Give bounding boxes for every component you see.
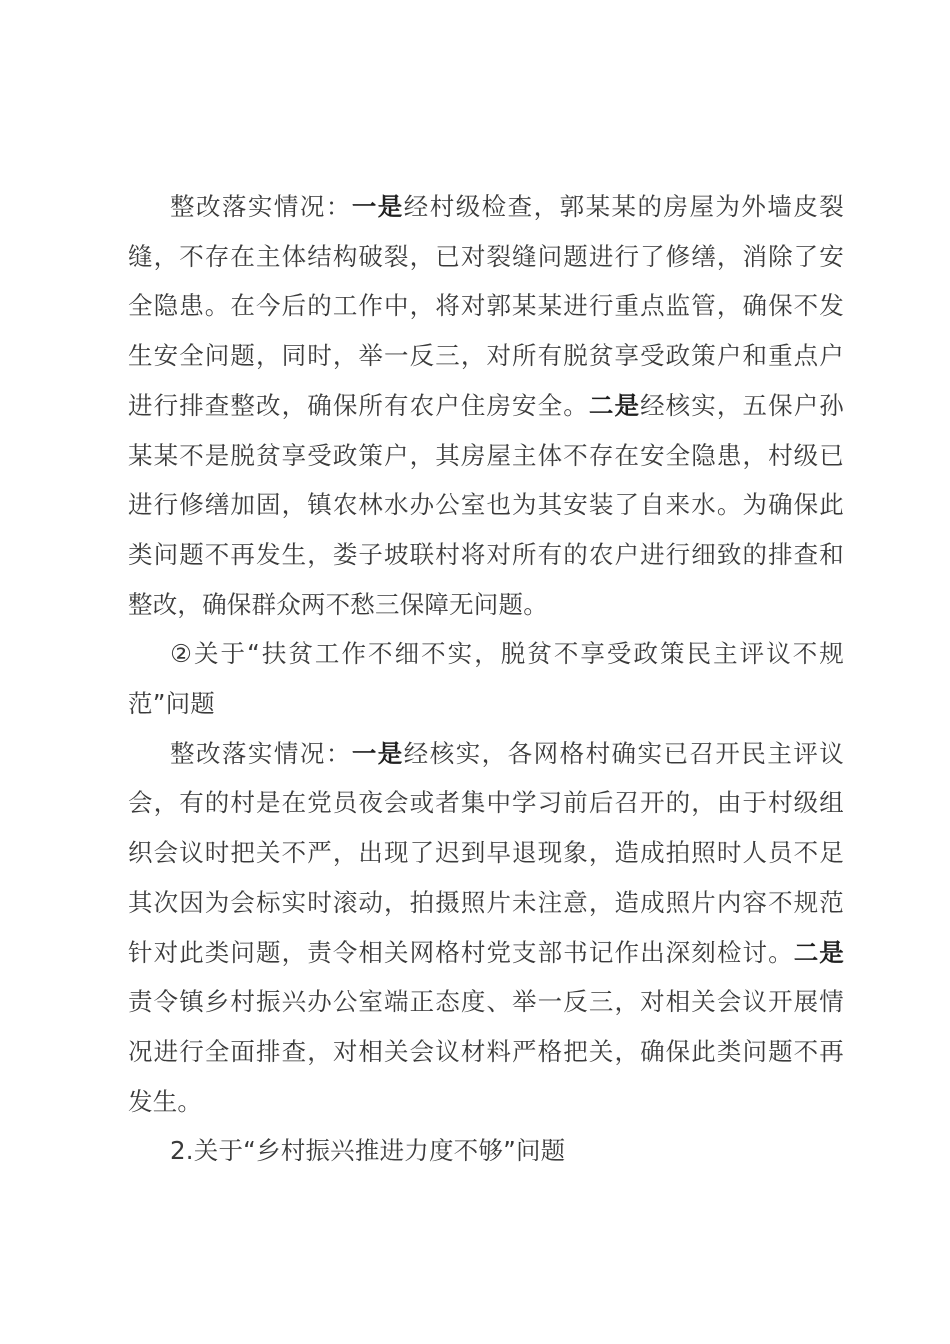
rectification-paragraph-1	[128, 182, 844, 629]
rectification-paragraph-2	[128, 729, 844, 1127]
emphasis-second: 二是	[793, 937, 844, 967]
emphasis-second: 二是	[588, 390, 641, 420]
heading-text: ②关于“扶贫工作不细不实，脱贫不享受政策民主评议不规范”问题	[128, 639, 844, 719]
emphasis-first: 一是	[351, 738, 404, 768]
emphasis-first: 一是	[351, 192, 404, 221]
body-text: 经村级检查，郭某某的房屋为外墙皮裂缝，不存在主体结构破裂，已对裂缝问题进行了修缮，消除了安全隐患。在今后的工作中，将对郭某某进行重点监管，确保不发生安全问题，同时，举一反三，对所有脱贫享受政策户和重点户进行排查整改，确保所有农户住房安全。	[128, 192, 845, 420]
body-text: 责令镇乡村振兴办公室端正态度、举一反三，对相关会议开展情况进行全面排查，对相关会议材料严格把关，确保此类问题不再发生。	[128, 987, 844, 1116]
label-text: 整改落实情况：	[170, 738, 352, 768]
document-page	[128, 182, 844, 1176]
body-text: 经核实，各网格村确实已召开民主评议会，有的村是在党员夜会或者集中学习前后召开的，由于村级组织会议时把关不严，出现了迟到早退现象，造成拍照时人员不足其次因为会标实时滚动，拍摄照片未注意，造成照片内容不规范针对此类问题，责令相关网格村党支部书记作出深刻检讨。	[128, 738, 845, 967]
issue-heading-2	[128, 629, 844, 728]
section-heading-2	[128, 1126, 844, 1176]
body-text: 经核实，五保户孙某某不是脱贫享受政策户，其房屋主体不存在安全隐患，村级已进行修缮加固，镇农林水办公室也为其安装了自来水。为确保此类问题不再发生，娄子坡联村将对所有的农户进行细致的排查和整改，确保群众两不愁三保障无问题。	[128, 390, 844, 619]
label-text: 整改落实情况：	[170, 192, 352, 221]
heading-text: 2.关于“乡村振兴推进力度不够”问题	[170, 1136, 566, 1166]
